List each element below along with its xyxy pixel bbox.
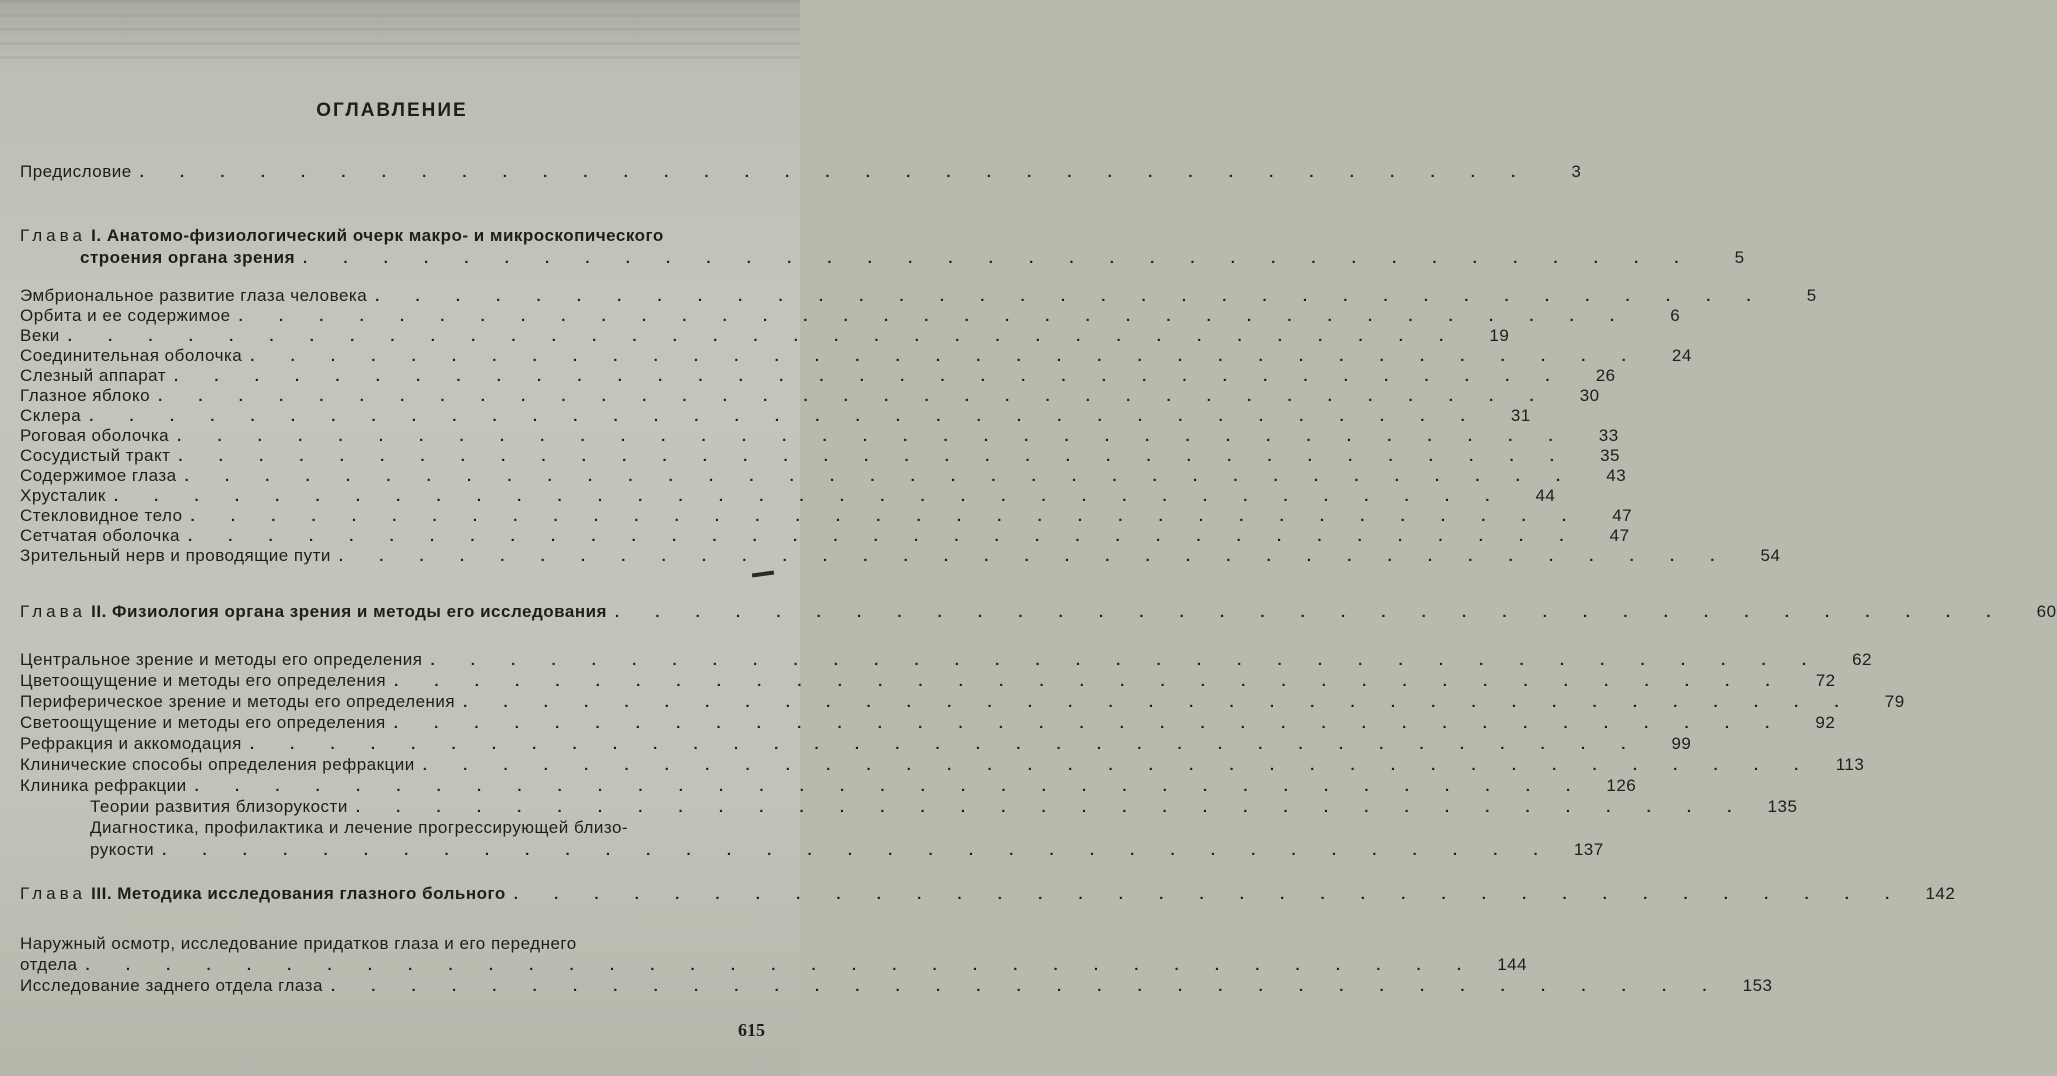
pen-mark	[752, 570, 774, 577]
toc-entry-page: 142	[1925, 884, 1956, 903]
toc-entry: Светоощущение и методы его определения . . . . . . . . . . . . . . . . . . . . . . . . . . . . . . . . . . . 92	[20, 713, 1836, 732]
toc-chapter-3-heading	[20, 884, 1956, 906]
toc-entry: Сетчатая оболочка . . . . . . . . . . . . . . . . . . . . . . . . . . . . . . . . . . . 47	[20, 526, 1630, 545]
toc-entry: Содержимое глаза . . . . . . . . . . . . . . . . . . . . . . . . . . . . . . . . . . . 43	[20, 466, 1627, 485]
leader-dots: . . . . . . . . . . . . . . . . . . . . . . . . . . . . . . . . . . .	[513, 886, 1906, 903]
toc-entry: Глазное яблоко . . . . . . . . . . . . . . . . . . . . . . . . . . . . . . . . . . . 30	[20, 386, 1600, 405]
toc-entry: Эмбриональное развитие глаза человека . . . . . . . . . . . . . . . . . . . . . . . . . . . . . . . . . . . 5	[20, 286, 1817, 305]
bleed-through-text	[0, 0, 800, 70]
toc-subentry: Теории развития близорукости . . . . . . . . . . . . . . . . . . . . . . . . . . . . . . . . . . . 135	[90, 797, 1798, 816]
toc-entry-title: Предисловие	[20, 162, 132, 181]
page-title: ОГЛАВЛЕНИЕ	[316, 100, 468, 121]
toc-entry: Соединительная оболочка . . . . . . . . . . . . . . . . . . . . . . . . . . . . . . . . . . . 24	[20, 346, 1692, 365]
toc-entry: Центральное зрение и методы его определения . . . . . . . . . . . . . . . . . . . . . . . . . . . . . . . . . . . 62	[20, 650, 1873, 669]
chapter-prefix: Глава	[20, 884, 86, 903]
chapter-title: III. Методика исследования глазного больного	[91, 884, 506, 903]
page-number: 615	[738, 1020, 765, 1040]
toc-entry: Орбита и ее содержимое . . . . . . . . . . . . . . . . . . . . . . . . . . . . . . . . . . . 6	[20, 306, 1681, 325]
toc-entry: Склера . . . . . . . . . . . . . . . . . . . . . . . . . . . . . . . . . . . 31	[20, 406, 1531, 425]
toc-entry: Цветоощущение и методы его определения . . . . . . . . . . . . . . . . . . . . . . . . . . . . . . . . . . . 72	[20, 671, 1836, 690]
chapter-title: I. Анатомо-физиологический очерк макро- и микроскопического	[91, 226, 664, 245]
toc-entry: Стекловидное тело . . . . . . . . . . . . . . . . . . . . . . . . . . . . . . . . . . . 47	[20, 506, 1633, 525]
toc-entry-line2: отдела . . . . . . . . . . . . . . . . . . . . . . . . . . . . . . . . . . . 144	[20, 955, 1528, 974]
toc-chapter-1-heading	[20, 226, 775, 248]
toc-entry: Слезный аппарат . . . . . . . . . . . . . . . . . . . . . . . . . . . . . . . . . . . 26	[20, 366, 1616, 385]
toc-entry-page: 5	[1734, 248, 1745, 267]
toc-entry: Клиника рефракции . . . . . . . . . . . . . . . . . . . . . . . . . . . . . . . . . . . 126	[20, 776, 1637, 795]
toc-chapter-1-heading-line2	[80, 248, 1745, 270]
toc-entry-page: 3	[1571, 162, 1582, 181]
toc-subentry-line2: рукости . . . . . . . . . . . . . . . . . . . . . . . . . . . . . . . . . . . 137	[90, 840, 1604, 859]
chapter-prefix: Глава	[20, 226, 86, 245]
toc-entry: Веки . . . . . . . . . . . . . . . . . . . . . . . . . . . . . . . . . . . 19	[20, 326, 1510, 345]
toc-entry-page: 60	[2036, 602, 2057, 621]
chapter-prefix: Глава	[20, 602, 86, 621]
toc-entry: Зрительный нерв и проводящие пути . . . . . . . . . . . . . . . . . . . . . . . . . . . . . . . . . . . 54	[20, 546, 1781, 565]
toc-subentry: Диагностика, профилактика и лечение прогрессирующей близо-	[90, 818, 629, 837]
leader-dots: . . . . . . . . . . . . . . . . . . . . . . . . . . . . . . . . . . .	[303, 250, 1695, 267]
toc-entry: Наружный осмотр, исследование придатков глаза и его переднего	[20, 934, 577, 953]
toc-entry: Хрусталик . . . . . . . . . . . . . . . . . . . . . . . . . . . . . . . . . . . 44	[20, 486, 1556, 505]
toc-entry: Роговая оболочка . . . . . . . . . . . . . . . . . . . . . . . . . . . . . . . . . . . 33	[20, 426, 1619, 445]
toc-entry: Рефракция и аккомодация . . . . . . . . . . . . . . . . . . . . . . . . . . . . . . . . . . . 99	[20, 734, 1692, 753]
toc-chapter-2-heading	[20, 602, 2057, 624]
toc-entry: Исследование заднего отдела глаза . . . . . . . . . . . . . . . . . . . . . . . . . . . . . . . . . . . 153	[20, 976, 1773, 995]
toc-entry-preface	[20, 162, 1582, 184]
toc-entry: Периферическое зрение и методы его определения . . . . . . . . . . . . . . . . . . . . . . . . . . . . . . . . . . . 79	[20, 692, 1905, 711]
toc-entry: Сосудистый тракт . . . . . . . . . . . . . . . . . . . . . . . . . . . . . . . . . . . 35	[20, 446, 1620, 465]
leader-dots: . . . . . . . . . . . . . . . . . . . . . . . . . . . . . . . . . . .	[614, 604, 2007, 621]
chapter-title: II. Физиология органа зрения и методы его исследования	[91, 602, 607, 621]
toc-entry: Клинические способы определения рефракции . . . . . . . . . . . . . . . . . . . . . . . . . . . . . . . . . . . 113	[20, 755, 1865, 774]
chapter-title-line2: строения органа зрения	[80, 248, 296, 267]
leader-dots: . . . . . . . . . . . . . . . . . . . . . . . . . . . . . . . . . . .	[139, 164, 1532, 181]
